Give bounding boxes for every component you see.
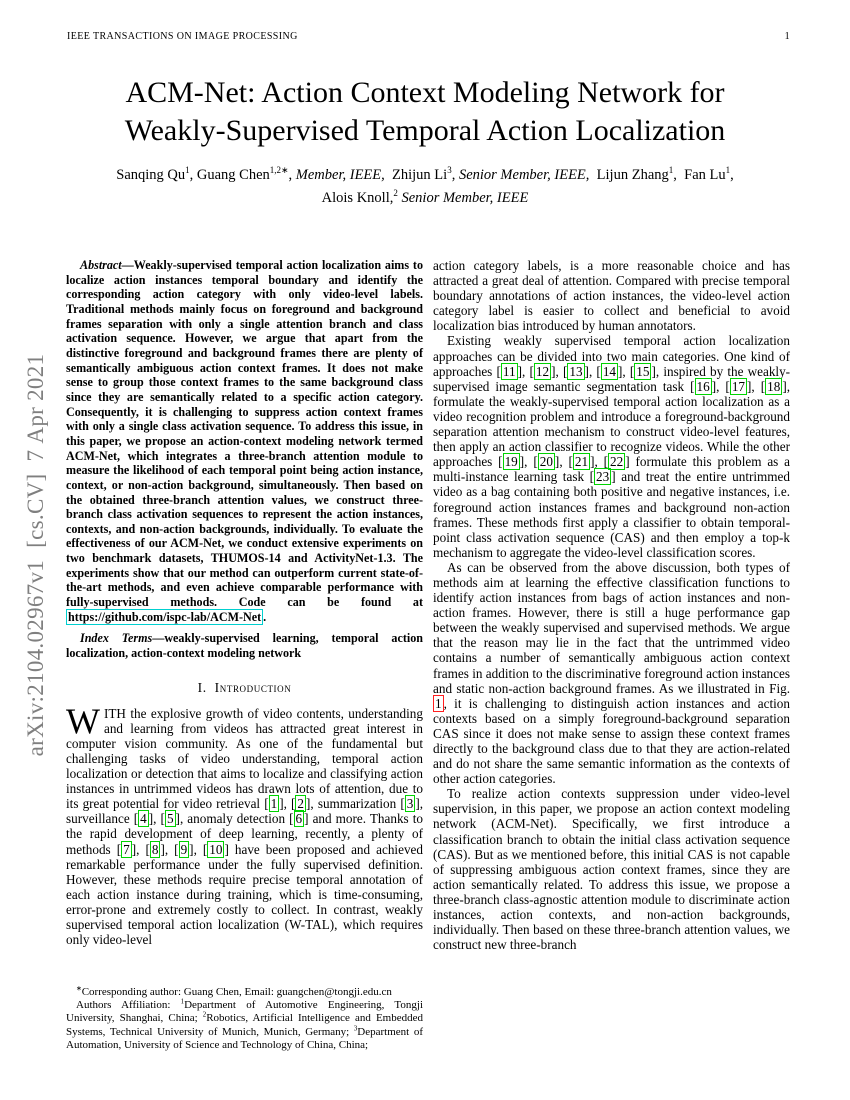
superscript: 1 — [725, 165, 731, 176]
citation-ref-18[interactable]: 18 — [767, 378, 781, 394]
arxiv-stamp: arXiv:2104.02967v1 [cs.CV] 7 Apr 2021 — [23, 353, 48, 757]
citation-ref-11[interactable]: 11 — [502, 363, 516, 379]
citation-ref-8[interactable]: 8 — [151, 841, 159, 857]
right-column — [433, 258, 790, 952]
figure-ref-1[interactable]: 1 — [435, 695, 442, 711]
citation-ref-3[interactable]: 3 — [406, 796, 414, 812]
abstract-paragraph: Abstract—Weakly-supervised temporal action localization aims to localize action instances temporal boundary and identify the corresponding action category with only video-level labels. Traditional methods mainly focus on foreground and background frames separation with only a single attention branch and class activation sequence. However, we argue that apart from the distinctive foreground and background frames there are plenty of semantically ambiguous action context frames. It does not make sense to group those context frames to the same background class since they are semantically related to a specific action category. Consequently, it is challenging to suppress action context frames with only a single class activation sequence. To address this issue, in this paper, we propose an action-context modeling network termed ACM-Net, which integrates a three-branch attention module to measure the likelihood of each temporal point being action instance, context, or non-action background, simultaneously. Then based on the obtained three-branch attention values, we construct three-branch class activation sequences to represent the action instances, contexts, and non-action backgrounds, individually. To evaluate the effectiveness of our ACM-Net, we conduct extensive experiments on two benchmark datasets, THUMOS-14 and ActivityNet-1.3. The experiments show that our method can outperform current state-of-the-art methods, and even achieve comparable performance with fully-supervised methods. Code can be found at https://github.com/ispc-lab/ACM-Net . — [66, 258, 423, 624]
citation-ref-19[interactable]: 19 — [504, 454, 518, 470]
superscript: 2 — [202, 1011, 207, 1019]
citation-ref-9[interactable]: 9 — [180, 841, 188, 857]
superscript: ∗ — [76, 985, 82, 993]
citation-ref-15[interactable]: 15 — [636, 363, 650, 379]
github-repo-link[interactable]: https://github.com/ispc-lab/ACM-Net — [68, 609, 262, 624]
paper-title-line-2: Weakly-Supervised Temporal Action Localization — [124, 114, 726, 147]
superscript: 1,2∗ — [269, 165, 289, 176]
citation-ref-7[interactable]: 7 — [123, 841, 130, 857]
left-column — [66, 258, 423, 1052]
paper-title-line-1: ACM-Net: Action Context Modeling Network for — [125, 76, 725, 109]
citation-ref-12[interactable]: 12 — [535, 363, 550, 379]
intro-paragraph-1: WITH the explosive growth of video contents, understanding and learning from videos has attracted great interest in computer vision community. As one of the fundamental but challenging tasks of video understanding, temporal action localization or detection that aims to localize and classifying action instances in untrimmed videos has drawn lots of attention, due to its great potential for video retrieval [ 1 ], [ 2 ], summarization [ 3 ], surveillance [ 4 ], [ 5 ], anomaly detection [ 6 ] and more. Thanks to the rapid development of deep learning, recently, a plenty of methods [ 7 ], [ 8 ], [ 9 ], [ 10 ] have been proposed and achieved remarkable performance under the fully supervised definition. However, these methods require precise temporal annotation of each action instance during training, which is time-consuming, error-prone and extremely costly to collect. In contrast, weakly supervised temporal action localization (W-TAL), which requires only video-level — [66, 700, 424, 948]
superscript: 2 — [393, 188, 398, 199]
intro-paragraph-3: Existing weakly supervised temporal action localization approaches can be divided into two main categories. One kind of approaches [ 11 ], [ 12 ], [ 13 ], [ 14 ], [ 15 ], inspired by the weakly-supervised image semantic segmentation task [ 16 ], [ 17 ], [ 18 ], formulate the weakly-supervised temporal action localization as a video recognition problem and introduce a foreground-background separation attention mechanism to construct video-level features, then apply an action classifier to recognize videos. While the other approaches [ 19 ], [ 20 ], [ 21 ], [ 22 ] formulate this problem as a multi-instance learning task [ 23 ] and treat the entire untrimmed video as a bag containing both positive and negative instances, i.e. foreground action instances frames and background non-action frames. These methods first apply a classifier to obtain temporal-point class activation sequence (CAS) and then employ a top-k mechanism to aggregate the video-level classification scores. — [433, 333, 791, 560]
running-header — [67, 31, 790, 42]
superscript: 1 — [185, 165, 190, 176]
author-line-2: Alois Knoll,$^2$ Senior Member, IEEE — [321, 188, 529, 206]
drop-cap: W — [66, 700, 100, 741]
superscript: 3 — [353, 1024, 358, 1032]
italic-text: Abstract — [80, 258, 122, 272]
citation-ref-20[interactable]: 20 — [539, 454, 553, 470]
citation-ref-2[interactable]: 2 — [297, 796, 305, 812]
citation-ref-22[interactable]: 22 — [610, 454, 624, 470]
italic-text: Index Terms — [80, 631, 153, 646]
citation-ref-13[interactable]: 13 — [569, 363, 583, 379]
superscript: 3 — [447, 165, 452, 176]
citation-ref-6[interactable]: 6 — [295, 811, 303, 827]
superscript: 1 — [180, 998, 185, 1006]
citation-ref-10[interactable]: 10 — [209, 841, 223, 857]
italic-text: Senior Member, IEEE, — [458, 167, 590, 183]
citation-ref-14[interactable]: 14 — [602, 363, 616, 379]
intro-paragraph-2: action category labels, is a more reasonable choice and has attracted a great deal of attention. Compared with precise temporal boundary annotations of action instances, the video-level action category label is easier to collect and beneficial to avoid localization bias introduced by human annotators. — [433, 258, 790, 334]
journal-title: IEEE TRANSACTIONS ON IMAGE PROCESSING — [67, 31, 298, 42]
section-heading-introduction: I. Introduction — [197, 679, 292, 695]
index-terms-paragraph: Index Terms—weakly-supervised learning, temporal action localization, action-context modeling network — [66, 631, 423, 660]
citation-ref-4[interactable]: 4 — [140, 811, 147, 827]
citation-ref-16[interactable]: 16 — [696, 378, 710, 394]
citation-ref-1[interactable]: 1 — [270, 796, 278, 812]
superscript: 1 — [668, 165, 674, 176]
citation-ref-21[interactable]: 21 — [574, 454, 589, 470]
intro-paragraph-4: As can be observed from the above discussion, both types of methods aim at learning the effective classification functions to identify action instances from bags of action instances and non-action frames. However, there is still a huge performance gap between the weakly supervised and supervised methods. We argue that the reason may lie in the fact that the untrimmed video contains a number of semantically ambiguous action context frames in addition to the discriminative foreground action instances and static non-action background frames. As we illustrated in Fig. 1 , it is challenging to distinguish action instances and action contexts based on a simply foreground-background separation CAS since it does not make sense to assign these context frames directly to the background class due to that they are action-related and do not share the same semantic information as the contexts of other action categories. — [433, 559, 790, 787]
citation-ref-17[interactable]: 17 — [731, 378, 745, 394]
author-footnote — [66, 986, 423, 1052]
italic-text: Member, IEEE, — [295, 167, 385, 183]
paper-title — [75, 74, 775, 150]
citation-ref-23[interactable]: 23 — [596, 469, 610, 485]
page-number: 1 — [784, 31, 790, 42]
intro-paragraph-5: To realize action contexts suppression under video-level supervision, in this paper, we propose an action context modeling network (ACM-Net). Specifically, we first introduce a classification branch to obtain the initial class activation sequence (CAS). But as we mentioned before, this initial CAS is not capable of suppressing ambiguous action context frames, since they are action semantically related. To address this issue, we propose a three-branch class-agnostic attention module to discriminate action instances, action contexts, and non-action backgrounds, individually. Then based on these three-branch attention values, we construct new three-branch — [433, 786, 790, 953]
italic-text: Senior Member, IEEE — [401, 190, 529, 206]
citation-ref-5[interactable]: 5 — [166, 811, 174, 827]
author-line-1: Sanqing Qu$^1$, Guang Chen$^{1,2∗}$, Member, IEEE, Zhijun Li$^3$, Senior Member, IEEE, Lijun Zhang$^1$, Fan Lu$^1$, — [116, 165, 734, 183]
corresponding-author-note: ∗Corresponding author: Guang Chen, Email: guangchen@tongji.edu.cn — [76, 985, 392, 998]
affiliation-note: Authors Affiliation: $^1$Department of Automotive Engineering, Tongji University, Shanghai, China; $^2$Robotics, Artificial Intelligence and Embedded Systems, Technical University of Munich, Munich, Germany; $^3$Department of Automation, University of Science and Technology of China, China; — [66, 998, 423, 1051]
